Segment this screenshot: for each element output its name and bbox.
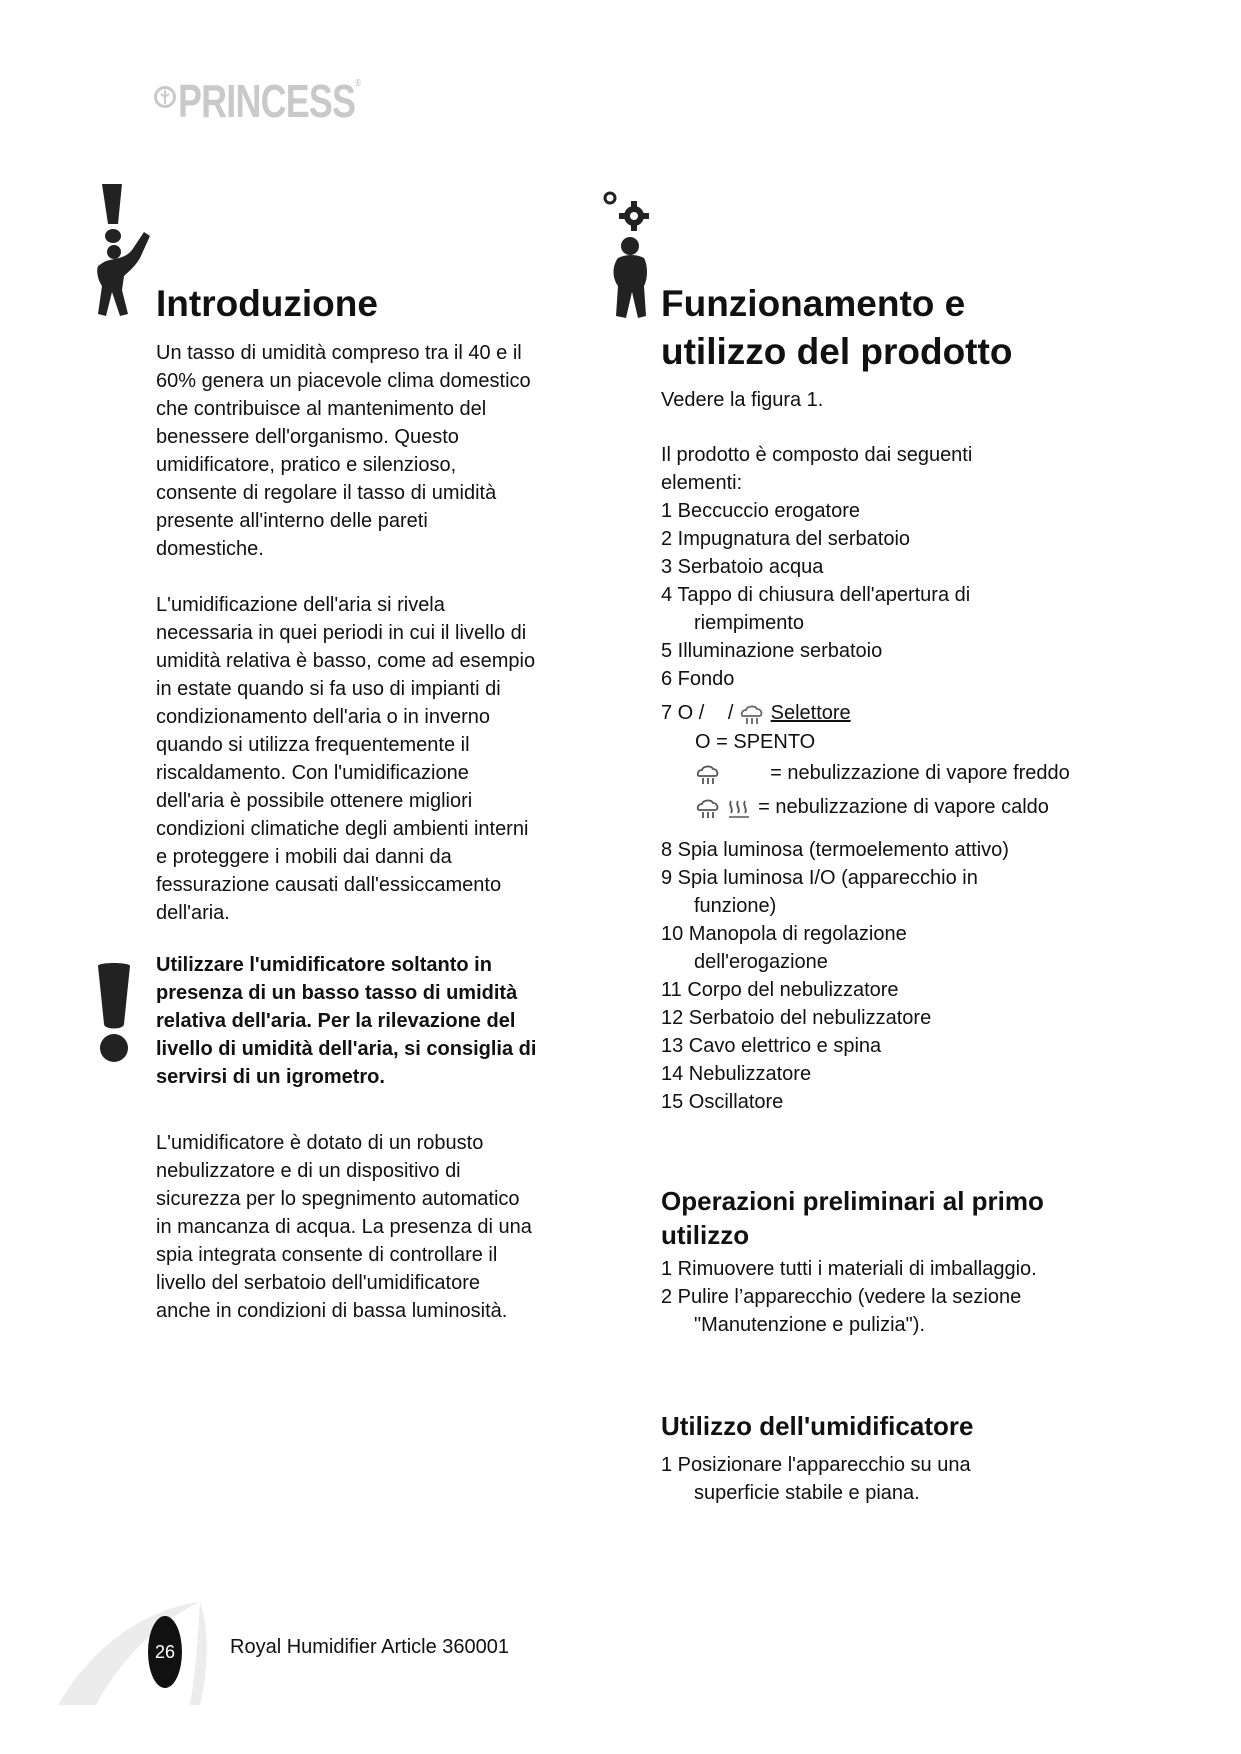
cold-vapor-icon [695, 763, 721, 785]
brand-name: PRINCESS [178, 75, 356, 127]
brand-logo [178, 74, 360, 128]
text-line: elementi: [661, 472, 743, 494]
text-line: umidità relativa è basso, come ad esempio [156, 650, 536, 672]
text-line: che contribuisce al mantenimento del [156, 398, 487, 420]
text-line: relativa dell'aria. Per la rilevazione del [156, 1010, 516, 1032]
list-item: 11 Corpo del nebulizzatore [661, 979, 899, 1001]
selector-prefix: 7 O / [661, 702, 705, 724]
text-line: presenza di un basso tasso di umidità [156, 982, 518, 1004]
princess-logo-icon [154, 84, 176, 110]
text-line: nebulizzatore e di un dispositivo di [156, 1160, 461, 1182]
list-item: 8 Spia luminosa (termoelemento attivo) [661, 839, 1009, 861]
text-line: L'umidificazione dell'aria si rivela [156, 594, 445, 616]
list-item: 5 Illuminazione serbatoio [661, 640, 883, 662]
list-item: 2 Impugnatura del serbatoio [661, 528, 911, 550]
text-line: in mancanza di acqua. La presenza di una [156, 1216, 532, 1238]
list-item: 6 Fondo [661, 668, 735, 690]
selector-hot-text: = nebulizzazione di vapore caldo [758, 796, 1049, 818]
footer-title: Royal Humidifier Article 360001 [230, 1636, 510, 1658]
selector-slash: / [727, 702, 734, 724]
brand-reg: ® [355, 78, 361, 89]
hot-vapor-icon [695, 797, 721, 819]
introduction-title: Introduzione [156, 283, 378, 324]
text-line: L'umidificatore è dotato di un robusto [156, 1132, 484, 1154]
list-item: 3 Serbatoio acqua [661, 556, 824, 578]
selector-hot-row [695, 793, 1049, 821]
operation-title-line-1: Funzionamento e [661, 283, 966, 324]
intro-paragraph-2 [156, 591, 596, 927]
list-item: 12 Serbatoio del nebulizzatore [661, 1007, 932, 1029]
operation-title-line-2: utilizzo del prodotto [661, 331, 1013, 372]
warning-paragraph [156, 951, 596, 1091]
selector-off: O = SPENTO [695, 731, 816, 753]
see-figure-text: Vedere la figura 1. [661, 389, 824, 411]
text-line: fessurazione causati dall'essiccamento [156, 874, 502, 896]
attention-person-icon [88, 180, 154, 318]
list-item: 14 Nebulizzatore [661, 1063, 812, 1085]
intro-paragraph-3 [156, 1129, 596, 1325]
list-item: 4 Tappo di chiusura dell'apertura di riempimento [661, 584, 971, 634]
intro-paragraph-1 [156, 339, 596, 563]
text-line: benessere dell'organismo. Questo [156, 426, 459, 448]
list-item: 13 Cavo elettrico e spina [661, 1035, 882, 1057]
text-line: sicurezza per lo spegnimento automatico [156, 1188, 520, 1210]
text-line: condizioni climatiche degli ambienti interni [156, 818, 529, 840]
list-item: 1 Beccuccio erogatore [661, 500, 861, 522]
text-line: servirsi di un igrometro. [156, 1066, 385, 1088]
text-line: presente all'interno delle pareti [156, 510, 428, 532]
preliminary-title-line-1: Operazioni preliminari al primo [661, 1186, 1044, 1216]
text-line: riscaldamento. Con l'umidificazione [156, 762, 469, 784]
list-item: 1 Rimuovere tutti i materiali di imballaggio. [661, 1258, 1037, 1280]
text-line: livello di umidità dell'aria, si consiglia di [156, 1038, 537, 1060]
preliminary-title-line-2: utilizzo [661, 1220, 750, 1250]
text-line: spia integrata consente di controllare il [156, 1244, 498, 1266]
preliminary-list [661, 1255, 1081, 1339]
text-line: umidificatore, pratico e silenzioso, [156, 454, 457, 476]
selector-label: Selettore [770, 702, 851, 724]
warning-exclamation-icon [92, 960, 136, 1064]
preliminary-title [661, 1184, 1044, 1252]
list-item: 2 Pulire l’apparecchio (vedere la sezione "Manutenzione e pulizia"). [661, 1286, 1022, 1336]
selector-cold-text: = nebulizzazione di vapore freddo [770, 762, 1070, 784]
cold-vapor-icon [739, 703, 765, 725]
text-line: e proteggere i mobili dai danni da [156, 846, 452, 868]
text-line: Il prodotto è composto dai seguenti [661, 444, 973, 466]
page-number: 26 [148, 1616, 182, 1688]
heat-waves-icon [727, 797, 753, 819]
text-line: quando si utilizza frequentemente il [156, 734, 470, 756]
text-line: consente di regolare il tasso di umidità [156, 482, 497, 504]
use-title: Utilizzo dell'umidificatore [661, 1411, 974, 1441]
text-line: necessaria in quei periodi in cui il livello di [156, 622, 527, 644]
text-line: 60% genera un piacevole clima domestico [156, 370, 531, 392]
footer-swoosh-decoration [50, 1590, 210, 1710]
text-line: dell'aria. [156, 902, 230, 924]
operation-title [661, 280, 1012, 376]
list-item: 1 Posizionare l'apparecchio su una superficie stabile e piana. [661, 1454, 971, 1504]
text-line: Un tasso di umidità compreso tra il 40 e il [156, 342, 522, 364]
components-intro [661, 441, 1101, 497]
selector-item [661, 699, 851, 727]
settings-person-icon [600, 188, 660, 320]
list-item: 9 Spia luminosa I/O (apparecchio in funzione) [661, 867, 978, 917]
use-list [661, 1451, 1041, 1507]
text-line: livello del serbatoio dell'umidificatore [156, 1272, 480, 1294]
text-line: condizionamento dell'aria o in inverno [156, 706, 491, 728]
text-line: domestiche. [156, 538, 264, 560]
text-line: anche in condizioni di bassa luminosità. [156, 1300, 508, 1322]
text-line: in estate quando si fa uso di impianti di [156, 678, 501, 700]
list-item: 15 Oscillatore [661, 1091, 784, 1113]
components-list-continued [661, 836, 1041, 1116]
text-line: dell'aria è possibile ottenere migliori [156, 790, 473, 812]
components-list [661, 497, 1041, 693]
text-line: Utilizzare l'umidificatore soltanto in [156, 954, 492, 976]
list-item: 10 Manopola di regolazione dell'erogazione [661, 923, 907, 973]
selector-cold-row [695, 759, 1070, 787]
